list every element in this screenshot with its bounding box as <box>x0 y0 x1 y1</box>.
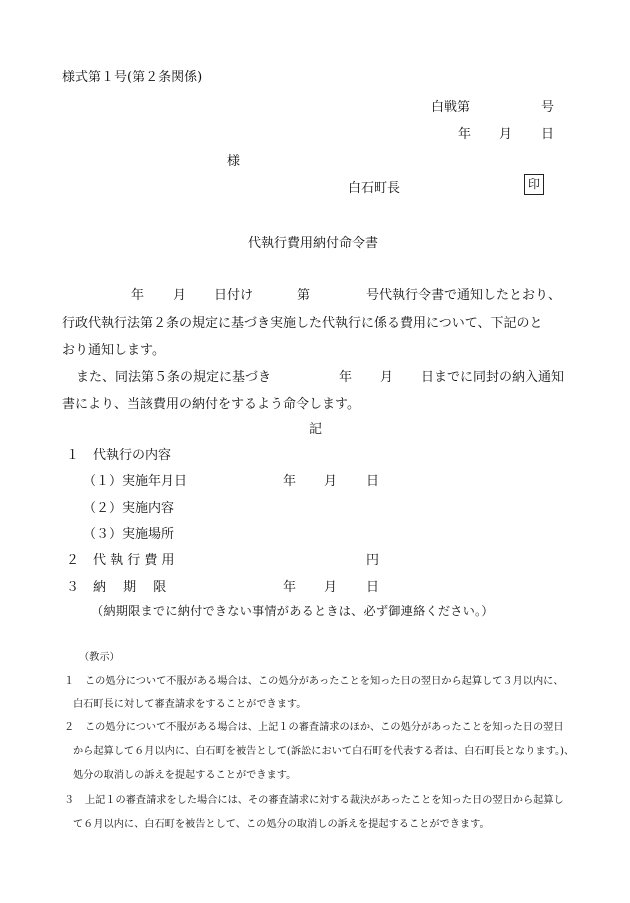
body-line3: おり通知します。 <box>62 343 165 358</box>
item3-label: 納 期 限 <box>93 580 167 595</box>
instruction-3-line1: 上記１の審査請求をした場合には、その審査請求に対する裁決があったことを知った日の翌日から起算し <box>85 795 564 806</box>
item2-unit: 円 <box>366 553 380 568</box>
item3-day: 日 <box>366 580 380 595</box>
item2-label: 代 執 行 費 用 <box>93 553 175 568</box>
instruction-1-line1: この処分について不服がある場合は、この処分があったことを知った日の翌日から起算して３月以内に、 <box>85 676 564 687</box>
instruction-2-number: ２ <box>64 722 75 733</box>
instruction-heading: （教示） <box>79 652 120 663</box>
instruction-2-line3: 処分の取消しの訴えを提起することができます。 <box>73 770 297 781</box>
sub1-label: （１）実施年月日 <box>83 474 188 489</box>
instruction-2-line1: この処分について不服がある場合は、上記１の審査請求のほか、この処分があったことを知った日の翌日 <box>85 722 564 733</box>
body-day-dated: 日付け <box>214 288 254 303</box>
form-number: 様式第１号(第２条関係) <box>62 70 203 85</box>
body-line1-tail: 号代執行令書で通知したとおり、 <box>366 288 562 303</box>
body-number: 第 <box>297 288 311 303</box>
instruction-3-line2: て６月以内に、白石町を被告として、この処分の取消しの訴えを提起することができます。 <box>73 819 490 830</box>
body-para2-year: 年 <box>339 370 353 385</box>
sub2-label: （２）実施内容 <box>83 501 175 516</box>
instruction-1-number: １ <box>64 676 75 687</box>
addressee-suffix: 様 <box>227 154 241 169</box>
ki-heading: 記 <box>309 422 323 437</box>
date-year: 年 <box>458 127 472 142</box>
item3-number: ３ <box>66 580 80 595</box>
item1-label: 代執行の内容 <box>93 448 172 463</box>
sub1-month: 月 <box>324 474 338 489</box>
body-para2-tail: 日までに同封の納入通知 <box>421 370 565 385</box>
item3-year: 年 <box>283 580 297 595</box>
body-para2-head: また、同法第５条の規定に基づき <box>76 370 272 385</box>
body-year: 年 <box>131 288 145 303</box>
body-para2-month: 月 <box>380 370 394 385</box>
item2-number: ２ <box>66 553 80 568</box>
item1-number: １ <box>66 448 80 463</box>
seal-mark: 印 <box>524 174 544 195</box>
document-number-prefix: 白戦第 <box>431 100 471 115</box>
sub1-day: 日 <box>366 474 380 489</box>
instruction-2-line2: から起算して６月以内に、白石町を被告として(訴訟において白石町を代表する者は、白石町長となります。)、 <box>73 746 575 757</box>
sub3-label: （３）実施場所 <box>83 527 175 542</box>
issuer-name: 白石町長 <box>348 181 401 196</box>
body-line2: 行政代執行法第２条の規定に基づき実施した代執行に係る費用について、下記のと <box>62 316 543 331</box>
instruction-3-number: ３ <box>64 795 75 806</box>
instruction-1-line2: 白石町長に対して審査請求をすることができます。 <box>73 699 307 710</box>
deadline-note: （納期限までに納付できない事情があるときは、必ず御連絡ください。） <box>91 604 494 618</box>
date-day: 日 <box>541 127 555 142</box>
sub1-year: 年 <box>283 474 297 489</box>
document-number-suffix: 号 <box>541 100 555 115</box>
body-month: 月 <box>173 288 187 303</box>
document-title: 代執行費用納付命令書 <box>248 236 379 251</box>
item3-month: 月 <box>324 580 338 595</box>
date-month: 月 <box>499 127 513 142</box>
body-para2-line2: 書により、当該費用の納付をするよう命令します。 <box>62 397 360 412</box>
